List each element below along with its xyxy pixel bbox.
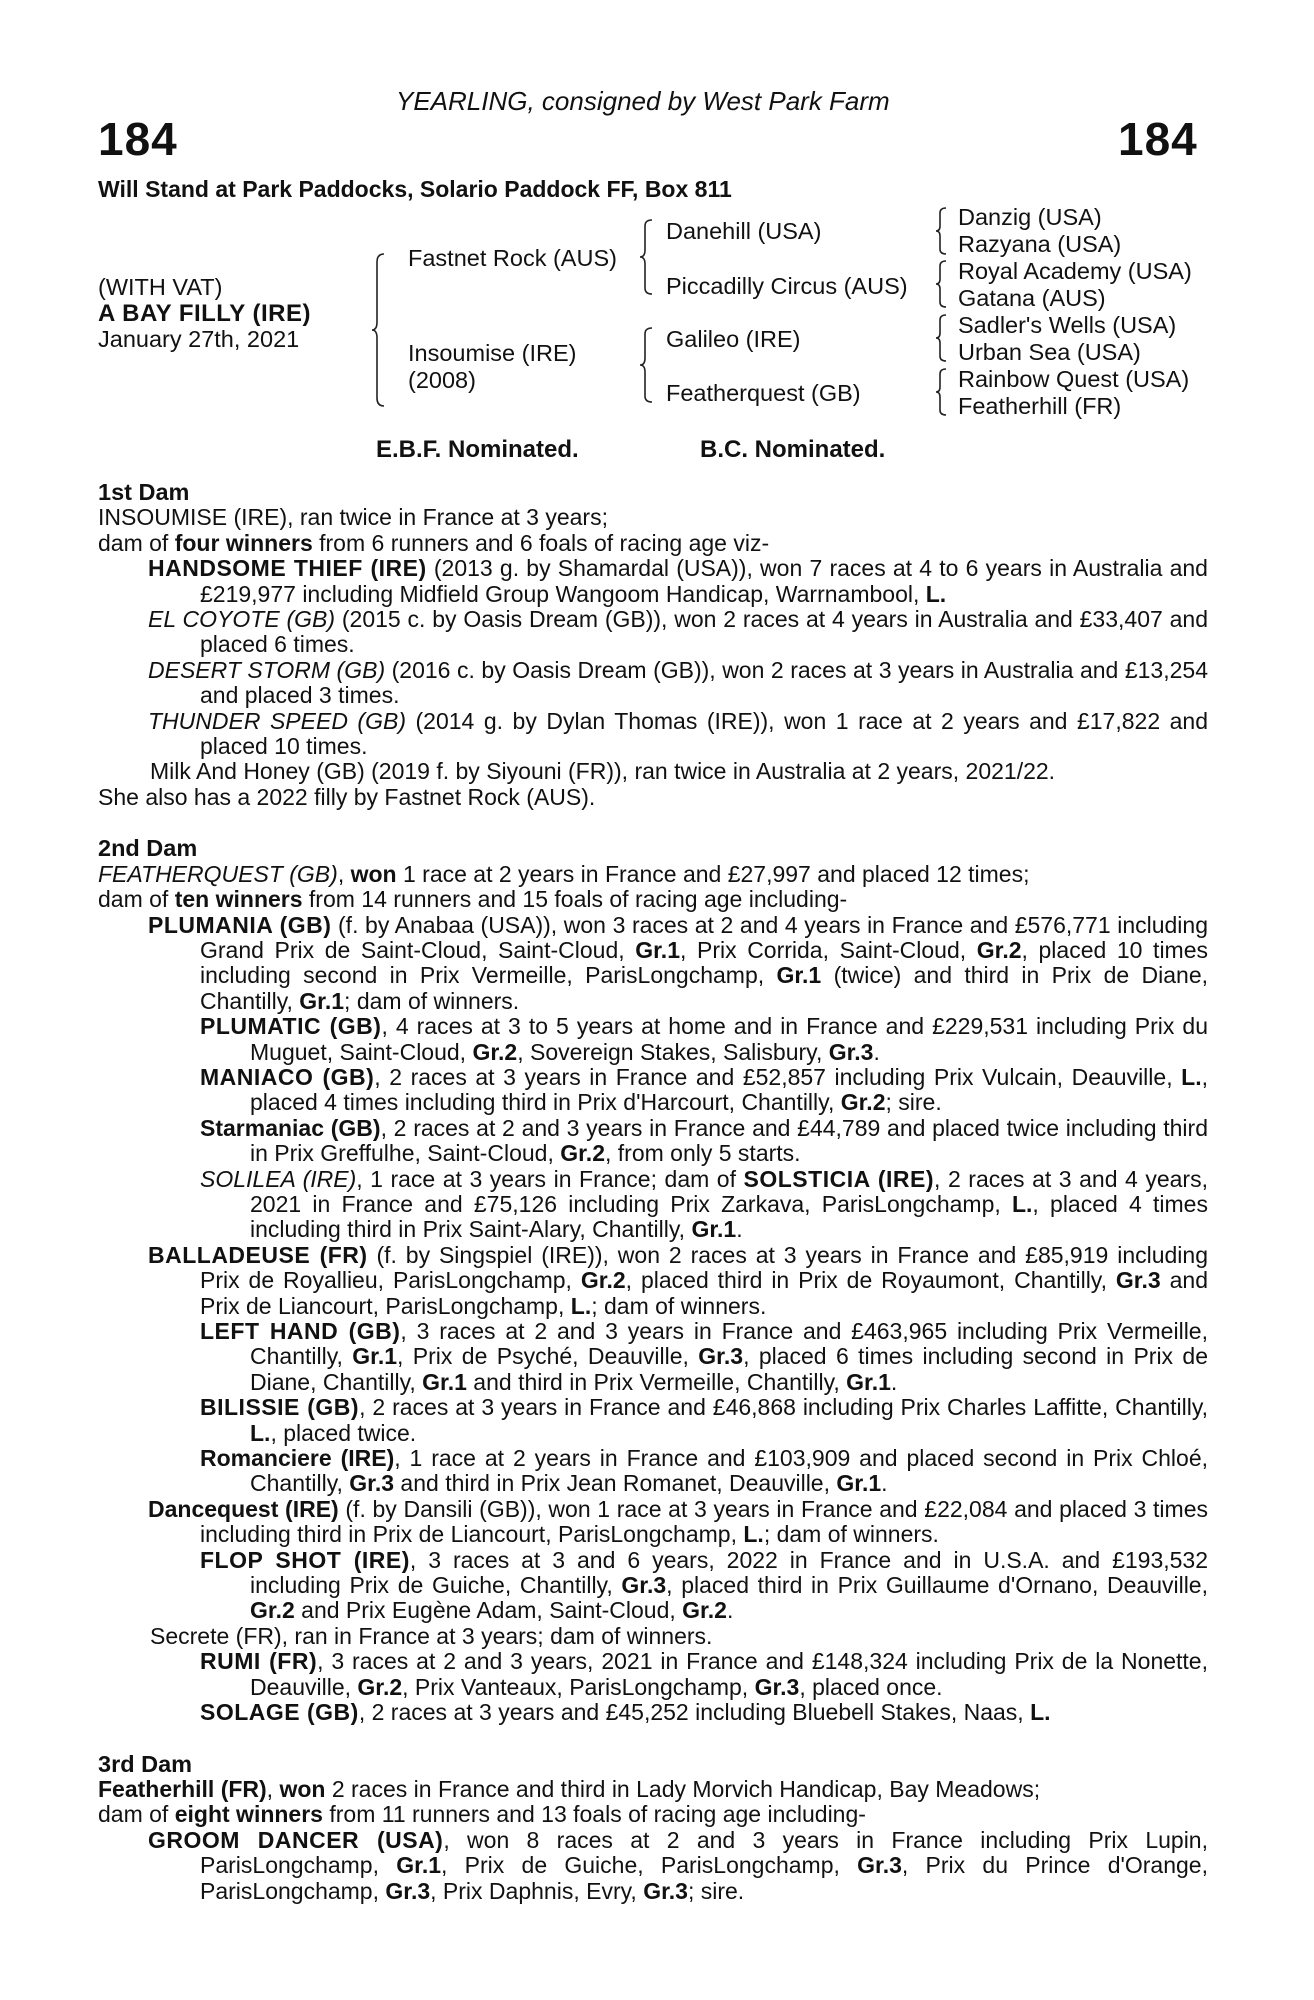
pedigree-brace-g4 xyxy=(936,367,948,417)
grand-produce-entry: RUMI (FR), 3 races at 2 and 3 years, 2021 in France and £148,324 including Prix de la Nonette, Deauville, Gr.2, Prix Vanteaux, ParisLongchamp, Gr.3, placed once. xyxy=(200,1648,1208,1700)
grand-produce-entry: LEFT HAND (GB), 3 races at 2 and 3 years in France and £463,965 including Prix Vermeille, Chantilly, Gr.1, Prix de Psyché, Deauville, Gr.3, placed 6 times including second in Prix de Diane, Chantilly, Gr.1 and third in Prix Vermeille, Chantilly, Gr.1. xyxy=(200,1318,1209,1395)
grand-produce-entry: PLUMATIC (GB), 4 races at 3 to 5 years at home and in France and £229,531 including Prix du Muguet, Saint-Cloud, Gr.2, Sovereign Stakes, Salisbury, Gr.3. xyxy=(200,1013,1208,1065)
pedigree-dam: Insoumise (IRE) xyxy=(408,340,577,366)
pedigree-g-7: Rainbow Quest (USA) xyxy=(958,366,1190,392)
pedigree-g-3: Royal Academy (USA) xyxy=(958,258,1192,284)
lot-number-right: 184 xyxy=(1118,113,1198,165)
produce-entry: GROOM DANCER (USA), won 8 races at 2 and 3 years in France including Prix Lupin, ParisLongchamp, Gr.1, Prix de Guiche, ParisLongchamp, Gr.3, Prix du Prince d'Orange, ParisLongchamp, Gr.3, Prix Daphnis, Evry, Gr.3; sire. xyxy=(148,1826,1208,1904)
produce-entry: EL COYOTE (GB) (2015 c. by Oasis Dream (GB)), won 2 races at 4 years in Australia and £33,407 and placed 6 times. xyxy=(148,606,1208,658)
produce-note: She also has a 2022 filly by Fastnet Rock (AUS). xyxy=(98,783,596,810)
pedigree-g-1: Danzig (USA) xyxy=(958,204,1102,230)
produce-entry: PLUMANIA (GB) (f. by Anabaa (USA)), won 3 races at 2 and 4 years in France and £576,771 including Grand Prix de Saint-Cloud, Saint-Cloud, Gr.1, Prix Corrida, Saint-Cloud, Gr.2, placed 10 times including second in Prix Vermeille, ParisLongchamp, Gr.1 (twice) and third in Prix de Diane, Chantilly, Gr.1; dam of winners. xyxy=(148,911,1209,1014)
grand-produce-entry: SOLILEA (IRE), 1 race at 3 years in France; dam of SOLSTICIA (IRE), 2 races at 3 and 4 years, 2021 in France and £75,126 including Prix Zarkava, ParisLongchamp, L., placed 4 times including third in Prix Saint-Alary, Chantilly, Gr.1. xyxy=(200,1165,1208,1243)
lot-number-left: 184 xyxy=(98,113,178,165)
produce-entry: HANDSOME THIEF (IRE) (2013 g. by Shamardal (USA)), won 7 races at 4 to 6 years in Australia and £219,977 including Midfield Group Wangoom Handicap, Warrnambool, L. xyxy=(148,555,1208,607)
pedigree-dam-sire: Galileo (IRE) xyxy=(666,326,801,352)
grand-produce-entry: Starmaniac (GB), 2 races at 2 and 3 years in France and £44,789 and placed twice including third in Prix Greffulhe, Saint-Cloud, Gr.2, from only 5 starts. xyxy=(200,1114,1208,1167)
produce-entry: Secrete (FR), ran in France at 3 years; dam of winners. xyxy=(150,1622,713,1649)
pedigree-brace-g2 xyxy=(936,259,948,309)
grand-produce-entry: SOLAGE (GB), 2 races at 3 years and £45,252 including Bluebell Stakes, Naas, L. xyxy=(200,1699,1051,1726)
produce-entry: DESERT STORM (GB) (2016 c. by Oasis Dream (GB)), won 2 races at 3 years in Australia and £13,254 and placed 3 times. xyxy=(148,656,1208,709)
second-dam-line: FEATHERQUEST (GB), won 1 race at 2 years in France and £27,997 and placed 12 times; xyxy=(98,860,1030,887)
first-dam-heading: 1st Dam xyxy=(98,479,190,505)
consignor-line: YEARLING, consigned by West Park Farm xyxy=(396,86,890,116)
pedigree-sire: Fastnet Rock (AUS) xyxy=(408,245,617,271)
grand-produce-entry: Romanciere (IRE), 1 race at 2 years in France and £103,909 and placed second in Prix Chloé, Chantilly, Gr.3 and third in Prix Jean Romanet, Deauville, Gr.1. xyxy=(200,1445,1209,1497)
second-dam-summary: dam of ten winners from 14 runners and 15 foals of racing age including- xyxy=(98,886,848,913)
pedigree-dam-dam: Featherquest (GB) xyxy=(666,380,861,406)
pedigree-g-5: Sadler's Wells (USA) xyxy=(958,312,1177,338)
pedigree-brace-main xyxy=(372,252,386,408)
produce-entry: Milk And Honey (GB) (2019 f. by Siyouni (FR)), ran twice in Australia at 2 years, 2021/22. xyxy=(150,758,1056,785)
pedigree-sire-sire: Danehill (USA) xyxy=(666,218,822,244)
first-dam-line: INSOUMISE (IRE), ran twice in France at 3 years; xyxy=(98,504,608,531)
produce-entry: THUNDER SPEED (GB) (2014 g. by Dylan Thomas (IRE)), won 1 race at 2 years and £17,822 and placed 10 times. xyxy=(148,707,1208,760)
pedigree-brace-g3 xyxy=(936,313,948,363)
ebf-nominated: E.B.F. Nominated. xyxy=(376,436,579,463)
horse-name: A BAY FILLY (IRE) xyxy=(98,300,311,327)
grand-produce-entry: FLOP SHOT (IRE), 3 races at 3 and 6 years, 2022 in France and in U.S.A. and £193,532 including Prix de Guiche, Chantilly, Gr.3, placed third in Prix Guillaume d'Ornano, Deauville, Gr.2 and Prix Eugène Adam, Saint-Cloud, Gr.2. xyxy=(200,1546,1208,1624)
grand-produce-entry: MANIACO (GB), 2 races at 3 years in France and £52,857 including Prix Vulcain, Deauville, L., placed 4 times including third in Prix d'Harcourt, Chantilly, Gr.2; sire. xyxy=(200,1063,1208,1116)
foaling-date: January 27th, 2021 xyxy=(98,326,300,352)
second-dam-heading: 2nd Dam xyxy=(98,835,198,862)
pedigree-brace-g1 xyxy=(936,206,948,256)
third-dam-summary: dam of eight winners from 11 runners and 13 foals of racing age including- xyxy=(98,1801,866,1828)
pedigree-dam-year: (2008) xyxy=(408,367,476,393)
pedigree-g-8: Featherhill (FR) xyxy=(958,393,1122,419)
third-dam-line: Featherhill (FR), won 2 races in France and third in Lady Morvich Handicap, Bay Meadows; xyxy=(98,1775,1041,1802)
pedigree-brace-sire xyxy=(640,218,654,296)
bc-nominated: B.C. Nominated. xyxy=(700,436,886,463)
grand-produce-entry: BILISSIE (GB), 2 races at 3 years in France and £46,868 including Prix Charles Laffitte, Chantilly, L., placed twice. xyxy=(200,1394,1209,1446)
catalogue-body xyxy=(98,480,1208,1904)
vat-note: (WITH VAT) xyxy=(98,274,223,300)
pedigree-g-6: Urban Sea (USA) xyxy=(958,339,1141,365)
third-dam-heading: 3rd Dam xyxy=(98,1750,193,1777)
pedigree-brace-dam xyxy=(640,326,654,404)
pedigree-g-4: Gatana (AUS) xyxy=(958,285,1106,311)
produce-entry: BALLADEUSE (FR) (f. by Singspiel (IRE)), won 2 races at 3 years in France and £85,919 including Prix de Royallieu, ParisLongchamp, Gr.2, placed third in Prix de Royaumont, Chantilly, Gr.3 and Prix de Liancourt, ParisLongchamp, L.; dam of winners. xyxy=(148,1241,1208,1319)
pedigree-g-2: Razyana (USA) xyxy=(958,231,1122,257)
first-dam-summary: dam of four winners from 6 runners and 6 foals of racing age viz- xyxy=(98,529,770,556)
stand-line: Will Stand at Park Paddocks, Solario Paddock FF, Box 811 xyxy=(98,176,732,202)
produce-entry: Dancequest (IRE) (f. by Dansili (GB)), won 1 race at 3 years in France and £22,084 and placed 3 times including third in Prix de Liancourt, ParisLongchamp, L.; dam of winners. xyxy=(148,1495,1208,1548)
pedigree-sire-dam: Piccadilly Circus (AUS) xyxy=(666,273,908,299)
